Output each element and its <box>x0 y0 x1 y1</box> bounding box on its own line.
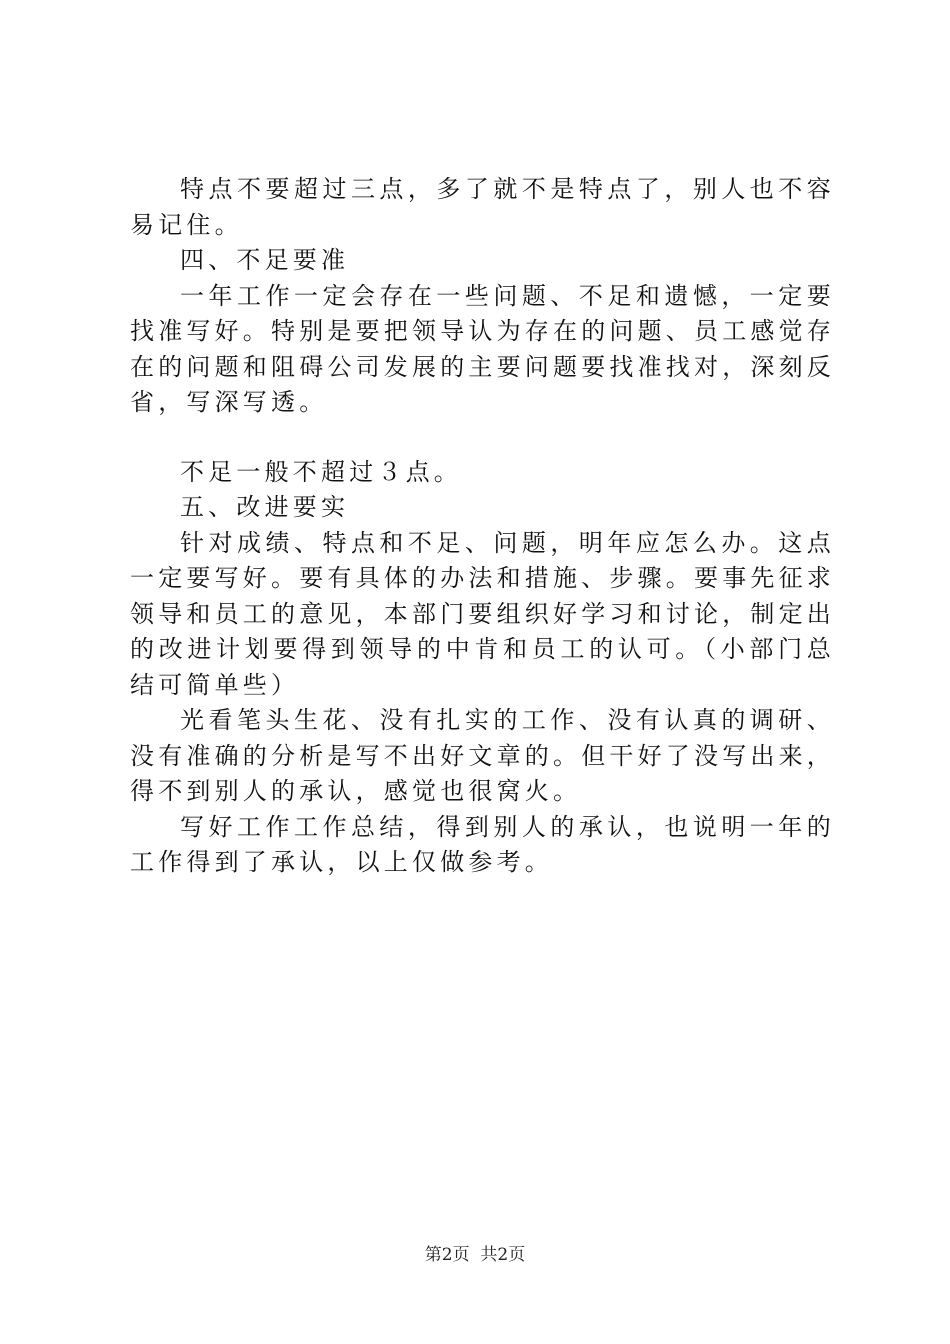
paragraph-shortcoming-limit: 不足一般不超过３点。 <box>180 457 462 486</box>
document-body <box>130 172 835 881</box>
heading-shortcomings: 四、不足要准 <box>180 246 350 274</box>
heading-improvement: 五、改进要实 <box>180 493 350 521</box>
paragraph-writing-advice: 光看笔头生花、没有扎实的工作、没有认真的调研、没有准确的分析是写不出好文章的。但干好了没写出来，得不到别人的承认，感觉也很窝火。 <box>130 706 835 805</box>
paragraph-improvement: 针对成绩、特点和不足、问题，明年应怎么办。这点一定要写好。要有具体的办法和措施、步骤。要事先征求领导和员工的意见，本部门要组织好学习和讨论，制定出的改进计划要得到领导的中肯和员工的认可。（小部门总结可简单些） <box>130 528 835 699</box>
paragraph-shortcomings: 一年工作一定会存在一些问题、不足和遗憾，一定要找准写好。特别是要把领导认为存在的问题、员工感觉存在的问题和阻碍公司发展的主要问题要找准找对，深刻反省，写深写透。 <box>130 281 835 416</box>
page-number: 第2页 共2页 <box>424 1245 526 1265</box>
page-footer <box>0 1244 950 1266</box>
paragraph-conclusion: 写好工作工作总结，得到别人的承认，也说明一年的工作得到了承认，以上仅做参考。 <box>130 812 835 876</box>
paragraph-feature-limit: 特点不要超过三点，多了就不是特点了，别人也不容易记住。 <box>130 175 835 239</box>
